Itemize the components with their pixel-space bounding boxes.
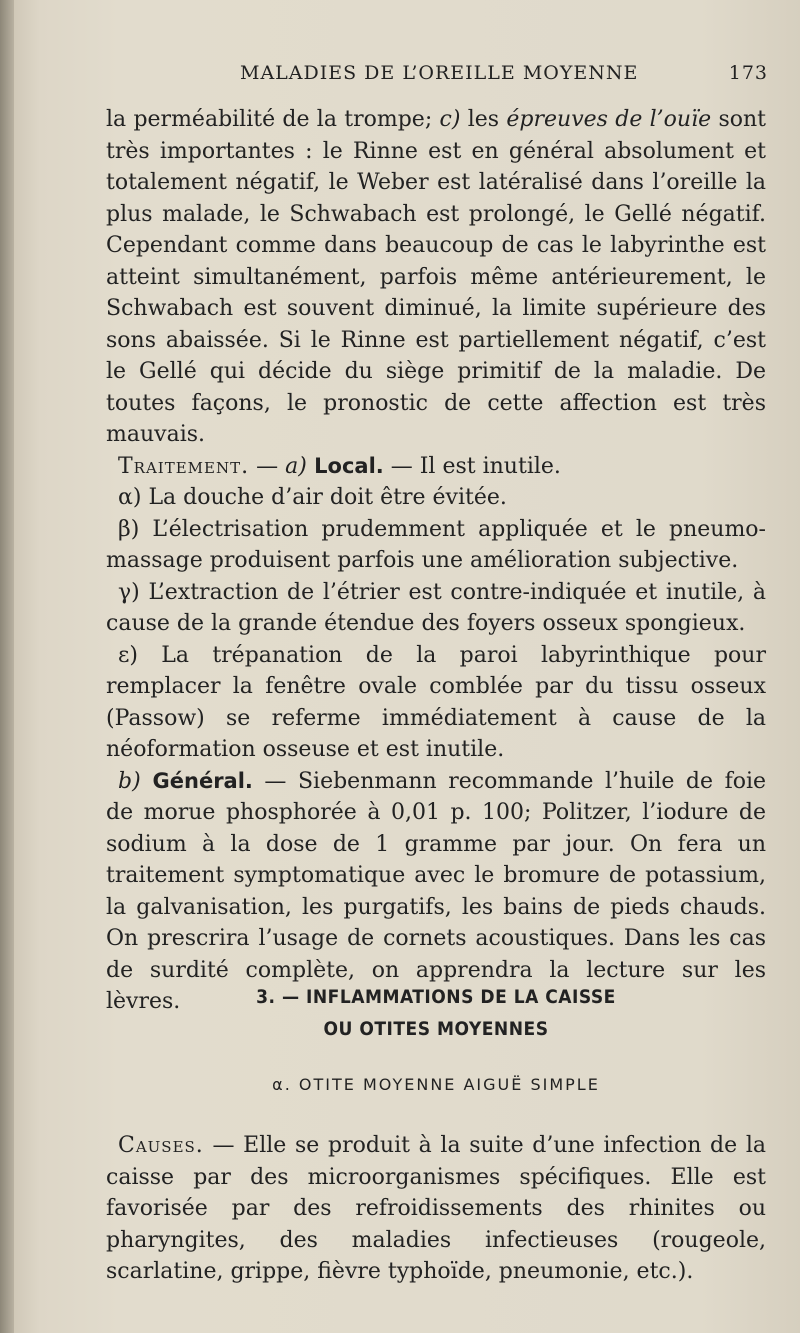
heading-traitement: Traitement. bbox=[118, 453, 250, 479]
section-title-line1: 3. — INFLAMMATIONS DE LA CAISSE bbox=[256, 986, 616, 1008]
paragraph-traitement: Traitement. — a) Local. — Il est inutile. bbox=[118, 453, 561, 479]
subsection-title: α. OTITE MOYENNE AIGUË SIMPLE bbox=[272, 1075, 600, 1094]
heading-causes: Causes. bbox=[118, 1133, 204, 1158]
list-item: β) L’électrisation prudemment appliquée et le pneumo-massage produisent parfois une amélioration subjective. bbox=[106, 516, 766, 573]
heading-local: Local. bbox=[306, 453, 384, 478]
paragraph-causes: Causes. — Elle se produit à la suite d’une infection de la caisse par des microorganismes spécifiques. Elle est favorisée par des refroidissements des rhinites ou pharyngites, des maladies infectieuses (rougeole, scarlatine, grippe, fièvre typhoïde, pneumonie, etc.). bbox=[106, 1133, 766, 1284]
list-item: α) La douche d’air doit être évitée. bbox=[118, 485, 507, 510]
book-spine-shadow bbox=[0, 0, 14, 1333]
emphasis-text: épreuves de l’ouïe bbox=[506, 107, 712, 132]
page-number: 173 bbox=[728, 62, 768, 84]
main-text bbox=[106, 104, 766, 1018]
paragraph-general: b) Général. — Siebenmann recommande l’huile de foie de morue phosphorée à 0,01 p. 100; Politzer, l’iodure de sodium à la dose de 1 gramme par jour. On fera un traitement symptomatique avec le bromure de potassium, la galvanisation, les purgatifs, les bains de pieds chauds. On prescrira l’usage de cornets acoustiques. Dans les cas de surdité complète, on apprendra la lecture sur les lèvres. bbox=[106, 768, 767, 1014]
running-title: MALADIES DE L’OREILLE MOYENNE bbox=[240, 62, 639, 84]
list-item: γ) L’extraction de l’étrier est contre-indiquée et inutile, à cause de la grande étendue des foyers osseux spongieux. bbox=[106, 579, 766, 636]
heading-general: Général. bbox=[140, 768, 253, 793]
section-title-line2: OU OTITES MOYENNES bbox=[323, 1018, 549, 1040]
list-item: ε) La trépanation de la paroi labyrinthique pour remplacer la fenêtre ovale comblée par du tissu osseux (Passow) se referme immédiatement à cause de la néoformation osseuse et est inutile. bbox=[106, 642, 766, 762]
paragraph-diagnosis: la perméabilité de la trompe; c) les épreuves de l’ouïe sont très importantes : le Rinne est en général absolument et totalement négatif, le Weber est latéralisé dans l’oreille la plus malade, le Schwabach est prolongé, le Gellé négatif. Cependant comme dans beaucoup de cas le labyrinthe est atteint simultanément, parfois même antérieurement, le Schwabach est souvent diminué, la limite supérieure des sons abaissée. Si le Rinne est partiellement négatif, c’est le Gellé qui décide du siège primitif de la maladie. De toutes façons, le pronostic de cette affection est très mauvais. bbox=[106, 107, 766, 447]
